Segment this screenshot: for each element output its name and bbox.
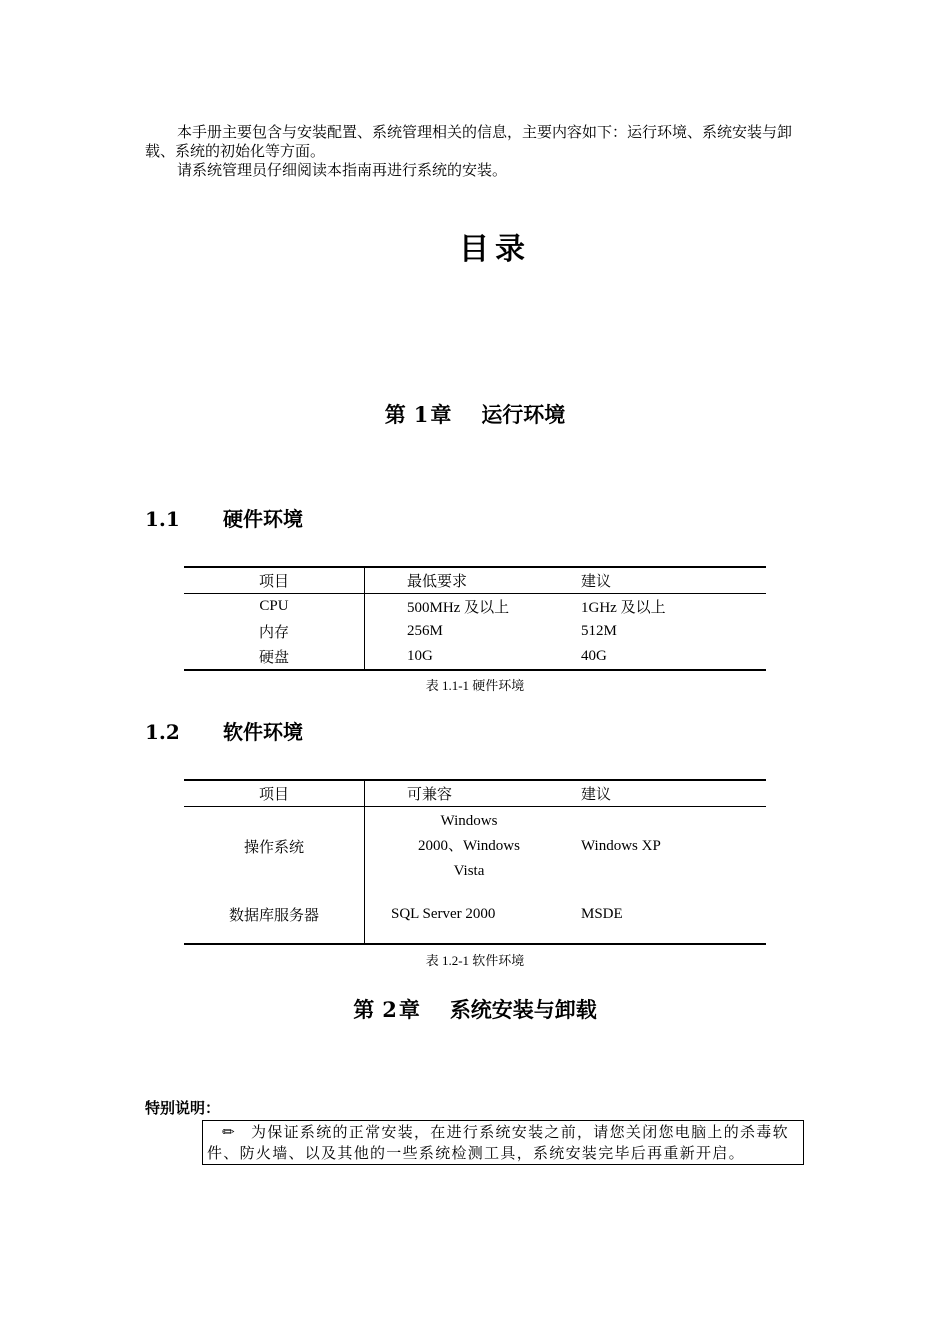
chapter-1-num: 1 (413, 402, 429, 427)
table-header-row (184, 780, 766, 807)
cell-item: CPU (184, 594, 365, 620)
chapter-1-title: 运行环境 (481, 402, 566, 427)
chapter-2-prefix: 第 (353, 997, 375, 1022)
section-1-2-title: 软件环境 (223, 720, 303, 744)
cell-recommended: Windows XP (581, 837, 661, 854)
table-header-row (184, 567, 766, 594)
table-row (184, 885, 766, 944)
note-box (202, 1120, 804, 1165)
hardware-table-caption: 表 1.1-1 硬件环境 (425, 678, 525, 693)
cell-compatible: SQL Server 2000 (391, 905, 496, 922)
toc-title: 目录 (459, 232, 531, 267)
note-text: 为保证系统的正常安装，在进行系统安装之前，请您关闭您电脑上的杀毒软件、防火墙、以及其他的一些系统检测工具，系统安装完毕后再重新开启。 (207, 1123, 789, 1162)
cell-recommended: 1GHz 及以上 (581, 600, 666, 616)
cell-item: 数据库服务器 (184, 885, 365, 944)
cell-recommended: 40G (581, 648, 607, 664)
section-1-1-num: 1.1 (145, 507, 180, 531)
header-recommended: 建议 (581, 787, 612, 803)
intro-paragraph-2: 请系统管理员仔细阅读本指南再进行系统的安装。 (177, 163, 508, 179)
table-row (184, 619, 766, 644)
section-1-2-heading (145, 716, 303, 745)
intro-text (145, 124, 810, 181)
hardware-table (184, 566, 766, 671)
os-line-1: Windows (440, 812, 498, 829)
cell-item: 硬盘 (184, 644, 365, 670)
header-compatible: 可兼容 (407, 787, 453, 803)
header-recommended: 建议 (581, 574, 612, 590)
pencil-icon: ✏ (222, 1123, 236, 1141)
software-table (184, 779, 766, 945)
software-table-caption: 表 1.2-1 软件环境 (425, 953, 525, 968)
chapter-2-num: 2 (382, 997, 397, 1022)
chapter-2-suffix: 章 (398, 997, 420, 1022)
os-line-3: Vista (453, 862, 485, 879)
cell-recommended: 512M (581, 623, 617, 639)
note-label: 特别说明： (145, 1099, 221, 1117)
chapter-1-suffix: 章 (430, 402, 452, 427)
chapter-2-title: 系统安装与卸载 (449, 997, 597, 1022)
chapter-1-heading (0, 399, 950, 429)
chapter-1-prefix: 第 (384, 402, 406, 427)
header-minimum: 最低要求 (407, 574, 468, 590)
table-row (184, 644, 766, 670)
header-item: 项目 (184, 567, 365, 594)
cell-recommended: MSDE (581, 905, 623, 922)
cell-compatible (365, 807, 582, 886)
cell-minimum: 256M (407, 623, 443, 639)
cell-minimum: 500MHz 及以上 (407, 600, 510, 616)
section-1-1-heading (145, 503, 303, 532)
section-1-1-title: 硬件环境 (223, 507, 303, 531)
intro-paragraph-1: 本手册主要包含与安装配置、系统管理相关的信息，主要内容如下：运行环境、系统安装与卸载、系统的初始化等方面。 (145, 125, 793, 160)
table-row (184, 807, 766, 886)
header-item: 项目 (184, 780, 365, 807)
cell-minimum: 10G (407, 648, 433, 664)
table-row (184, 594, 766, 620)
cell-item: 操作系统 (184, 807, 365, 886)
section-1-2-num: 1.2 (145, 720, 180, 744)
cell-item: 内存 (184, 619, 365, 644)
chapter-2-heading (0, 994, 950, 1024)
os-line-2: 2000、Windows (418, 837, 520, 854)
